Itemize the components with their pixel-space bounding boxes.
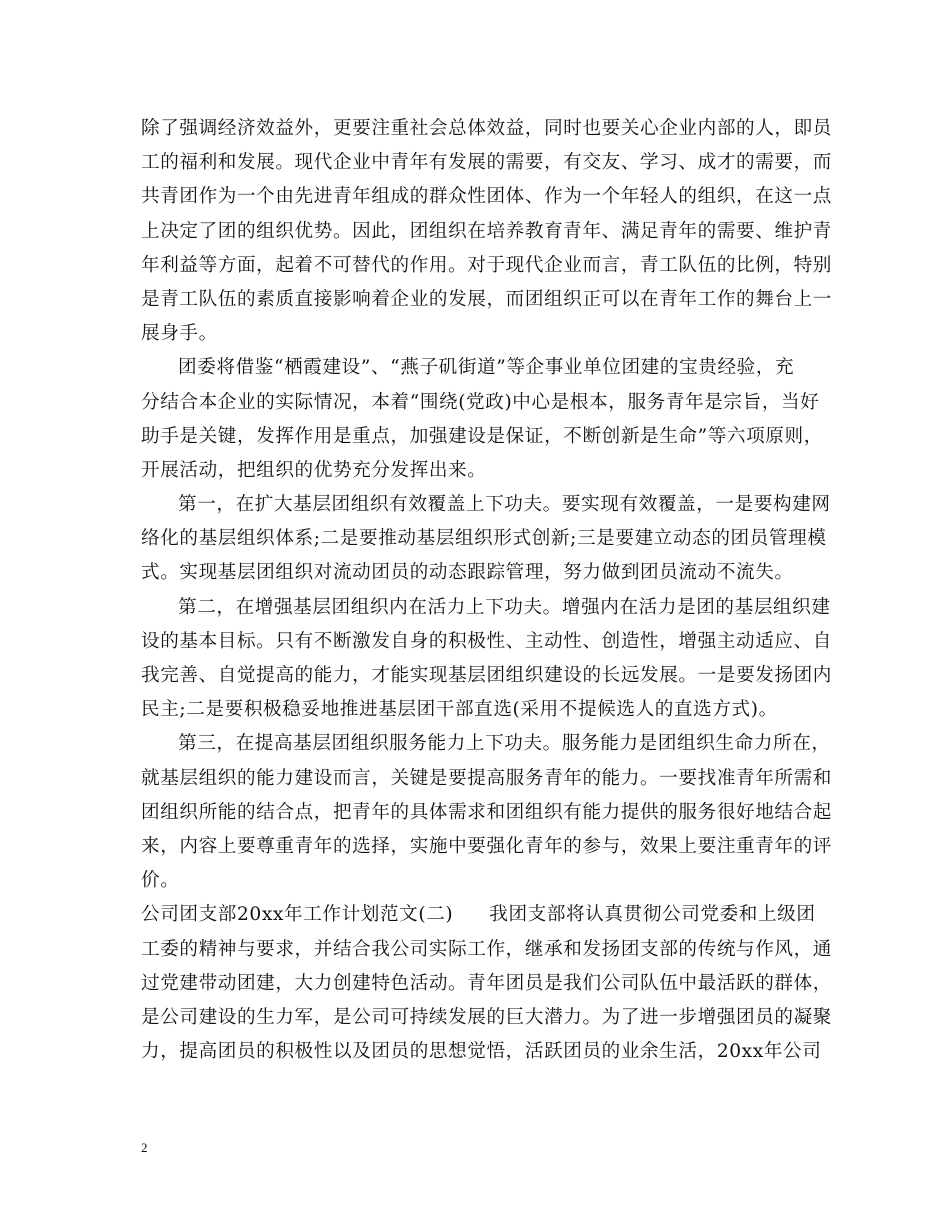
- paragraph-line: 团组织所能的结合点，把青年的具体需求和团组织有能力提供的服务很好地结合起: [141, 801, 832, 823]
- paragraph-line: 络化的基层组织体系;二是要推动基层组织形式创新;三是要建立动态的团员管理模: [141, 528, 827, 550]
- paragraph-line: 除了强调经济效益外，更要注重社会总体效益，同时也要关心企业内部的人，即员: [141, 118, 832, 139]
- paragraph-line: 第一，在扩大基层团组织有效覆盖上下功夫。要实现有效覆盖，一是要构建网: [178, 494, 831, 516]
- section-title: 公司团支部20xx年工作计划范文(二): [141, 904, 454, 926]
- paragraph-line: 来，内容上要尊重青年的选择，实施中要强化青年的参与，效果上要注重青年的评: [141, 835, 832, 857]
- paragraph-line: 第三，在提高基层团组织服务能力上下功夫。服务能力是团组织生命力所在，: [178, 733, 831, 755]
- paragraph-line: 年利益等方面，起着不可替代的作用。对于现代企业而言，青工队伍的比例，特别: [141, 254, 832, 276]
- paragraph-line: 工的福利和发展。现代企业中青年有发展的需要，有交友、学习、成才的需要，而: [141, 152, 832, 174]
- paragraph-line: 开展活动，把组织的优势充分发挥出来。: [141, 459, 487, 481]
- paragraph-line: 设的基本目标。只有不断激发自身的积极性、主动性、创造性，增强主动适应、自: [141, 630, 832, 652]
- paragraph-line: 我团支部将认真贯彻公司党委和上级团: [489, 904, 816, 926]
- paragraph-line: 我完善、自觉提高的能力，才能实现基层团组织建设的长远发展。一是要发扬团内: [141, 665, 832, 686]
- section-heading-line: [141, 898, 816, 932]
- paragraph-line: 价。: [141, 870, 180, 892]
- paragraph-line: 过党建带动团建，大力创建特色活动。青年团员是我们公司队伍中最活跃的群体，: [141, 972, 832, 994]
- paragraph-line: 共青团作为一个由先进青年组成的群众性团体、作为一个年轻人的组织，在这一点: [141, 186, 832, 208]
- page-number: 2: [141, 1140, 148, 1155]
- paragraph-line: 民主;二是要积极稳妥地推进基层团干部直选(采用不提候选人的直选方式)。: [141, 699, 778, 721]
- paragraph-line: 展身手。: [141, 323, 218, 345]
- document-body: [141, 112, 832, 1069]
- paragraph-line: 式。实现基层团组织对流动团员的动态跟踪管理，努力做到团员流动不流失。: [141, 562, 794, 584]
- paragraph-line: 力，提高团员的积极性以及团员的思想觉悟，活跃团员的业余生活，20xx年公司: [141, 1041, 822, 1063]
- paragraph-line: 工委的精神与要求，并结合我公司实际工作，继承和发扬团支部的传统与作风，通: [141, 938, 832, 960]
- paragraph-line: 就基层组织的能力建设而言，关键是要提高服务青年的能力。一要找准青年所需和: [141, 767, 832, 789]
- paragraph-line: 第二，在增强基层团组织内在活力上下功夫。增强内在活力是团的基层组织建: [178, 596, 831, 618]
- paragraph-line: 助手是关键，发挥作用是重点，加强建设是保证，不断创新是生命”等六项原则，: [141, 425, 823, 447]
- paragraph-line: 是公司建设的生力军，是公司可持续发展的巨大潜力。为了进一步增强团员的凝聚: [141, 1006, 832, 1028]
- paragraph-line: 分结合本企业的实际情况，本着“围绕(党政)中心是根本，服务青年是宗旨，当好: [141, 391, 820, 413]
- paragraph-line: 团委将借鉴“栖霞建设”、“燕子矶街道”等企事业单位团建的宝贵经验，充: [178, 357, 795, 379]
- paragraph-line: 是青工队伍的素质直接影响着企业的发展，而团组织正可以在青年工作的舞台上一: [141, 288, 832, 310]
- paragraph-line: 上决定了团的组织优势。因此，团组织在培养教育青年、满足青年的需要、维护青: [141, 220, 832, 242]
